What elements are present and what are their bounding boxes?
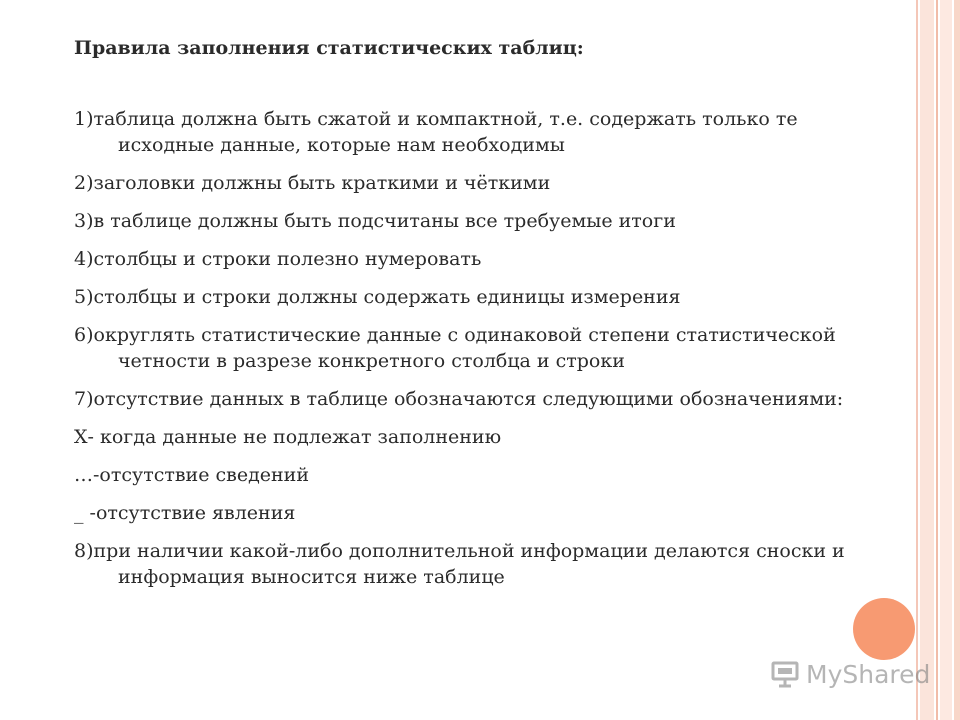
- list-item: 2)заголовки должны быть краткими и чёткими: [74, 172, 551, 194]
- decorative-circle: [853, 598, 915, 660]
- list-item: 7)отсутствие данных в таблице обозначаются следующими обозначениями:: [74, 388, 844, 410]
- stripe: [940, 0, 952, 720]
- slide-content: [74, 34, 854, 602]
- stripe: [954, 0, 960, 720]
- stripe: [936, 0, 938, 720]
- stripe: [916, 0, 918, 720]
- list-item: 5)столбцы и строки должны содержать единицы измерения: [74, 286, 681, 308]
- list-item: 4)столбцы и строки полезно нумеровать: [74, 248, 482, 270]
- list-item: …-отсутствие сведений: [74, 464, 310, 486]
- slide-title: Правила заполнения статистических таблиц:: [74, 37, 584, 59]
- list-item: 6)округлять статистические данные с одинаковой степени статистической четности в разрезе конкретного столбца и строки: [74, 324, 836, 372]
- list-item: 8)при наличии какой-либо дополнительной информации делаются сноски и информация выносится ниже таблице: [74, 540, 845, 588]
- list-item: _ -отсутствие явления: [74, 502, 296, 524]
- watermark-text: MyShared: [806, 659, 931, 689]
- list-item: Х- когда данные не подлежат заполнению: [74, 426, 502, 448]
- decorative-stripes: [916, 0, 960, 720]
- presentation-board-icon: [770, 659, 800, 689]
- list-item: 1)таблица должна быть сжатой и компактной, т.е. содержать только те исходные данные, которые нам необходимы: [74, 108, 798, 156]
- list-item: 3)в таблице должны быть подсчитаны все требуемые итоги: [74, 210, 676, 232]
- stripe: [920, 0, 934, 720]
- watermark: [770, 656, 931, 692]
